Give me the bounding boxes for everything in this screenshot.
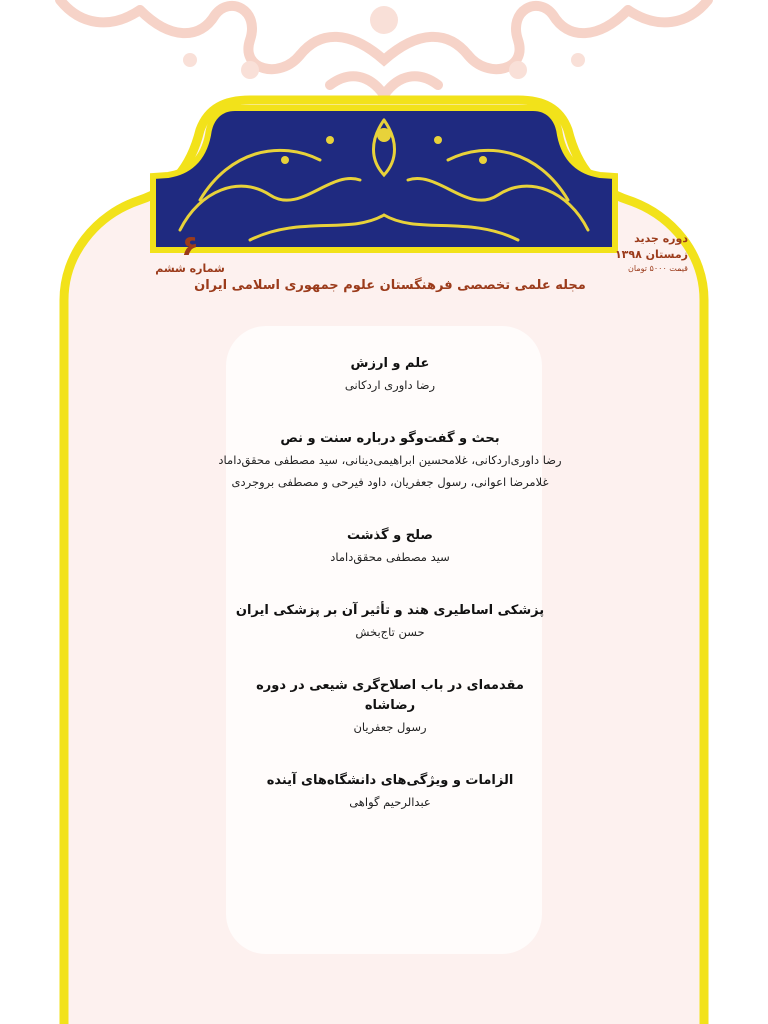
article-author: حسن تاج‌بخش <box>355 625 425 639</box>
season-label: زمستان ۱۳۹۸ <box>614 248 688 261</box>
article-item <box>218 429 562 493</box>
article-author: رضا داوری اردکانی <box>344 378 436 392</box>
price-label: قیمت ۵۰۰۰ تومان <box>628 264 688 273</box>
issue-label: شماره ششم <box>155 262 225 275</box>
article-title: الزامات و ویژگی‌های دانشگاه‌های آینده <box>266 773 514 788</box>
journal-subtitle: مجله علمی تخصصی فرهنگستان علوم جمهوری اسلامی ایران <box>194 278 586 293</box>
table-of-contents <box>218 354 562 813</box>
article-author: عبدالرحیم گواهی <box>349 795 431 809</box>
article-author: رضا داوری‌اردکانی، غلامحسین ابراهیمی‌دینانی، سید مصطفی محقق‌داماد <box>218 453 562 467</box>
article-item <box>230 526 550 568</box>
edition-label: دوره جدید <box>634 232 688 245</box>
article-item <box>230 676 550 738</box>
issue-info <box>150 229 230 275</box>
article-item <box>230 354 550 396</box>
article-author: رسول جعفریان <box>353 720 427 734</box>
article-item <box>230 601 550 643</box>
article-item <box>230 771 550 813</box>
article-author: سید مصطفی محقق‌داماد <box>330 550 450 564</box>
article-author: غلامرضا اعوانی، رسول جعفریان، داود فیرحی و مصطفی بروجردی <box>231 475 549 489</box>
article-title: بحث و گفت‌وگو درباره سنت و نص <box>280 431 500 446</box>
article-title: پزشکی اساطیری هند و تأثیر آن بر پزشکی ایران <box>235 603 545 618</box>
issue-number: ۶ <box>181 229 199 262</box>
article-title: صلح و گذشت <box>347 528 433 543</box>
article-title: مقدمه‌ای در باب اصلاح‌گری شیعی در دوره رضاشاه <box>256 678 524 713</box>
journal-logo-banner <box>0 0 768 270</box>
article-title: علم و ارزش <box>350 356 430 371</box>
edition-info <box>598 232 688 273</box>
